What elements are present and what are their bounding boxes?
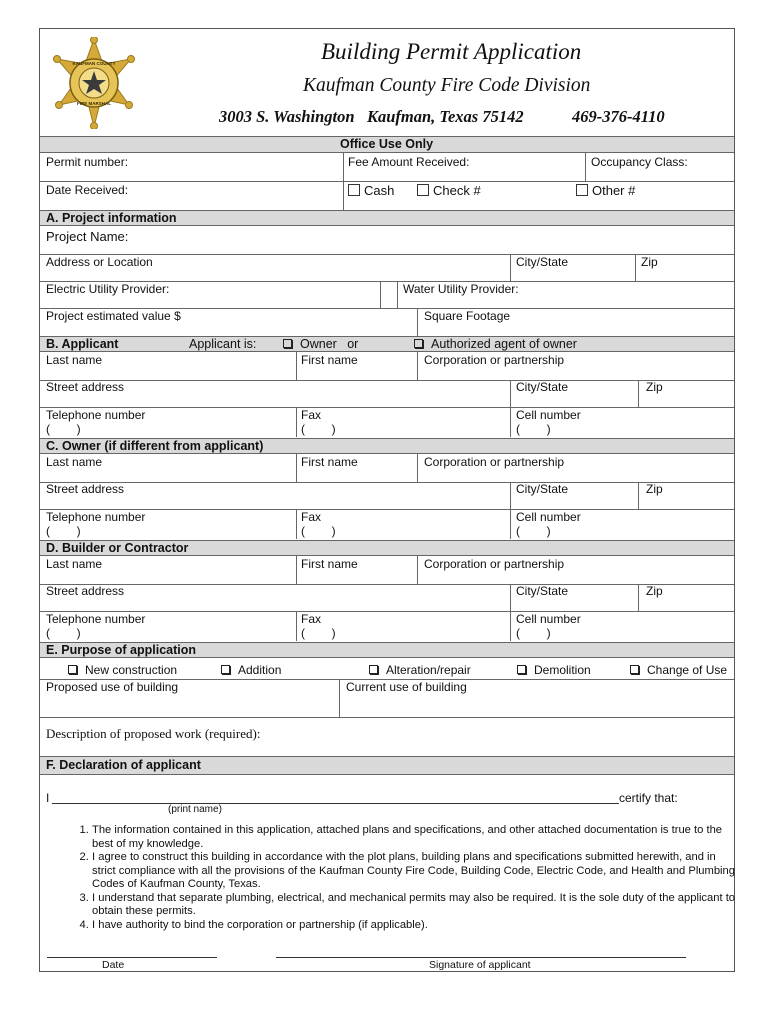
alteration-checkbox[interactable] [369,665,378,674]
print-name-line[interactable] [52,803,619,804]
fire-marshal-badge [52,37,136,129]
demolition-option[interactable]: Demolition [517,663,591,677]
applicant-last-name[interactable]: Last name [46,353,103,367]
office-phone: 469-376-4110 [572,107,665,126]
applicant-fax[interactable]: Fax ( ) [301,408,336,436]
page-subtitle: Kaufman County Fire Code Division [303,75,591,96]
proposed-use-label[interactable]: Proposed use of building [46,680,179,694]
section-a-title: A. Project information [46,211,177,225]
check-checkbox[interactable] [417,184,429,196]
cash-option[interactable] [348,183,394,198]
applicant-cell[interactable]: Cell number ( ) [516,408,581,436]
owner-zip[interactable]: Zip [646,482,663,496]
zip-label-a[interactable]: Zip [641,255,658,269]
new-construction-option[interactable]: New construction [68,663,177,677]
city-state-label-a[interactable]: City/State [516,255,569,269]
declaration-item: 4. I have authority to bind the corporation or partnership (if applicable). [92,919,742,933]
applicant-city-state[interactable]: City/State [516,380,569,394]
signature-caption: Signature of applicant [429,959,531,971]
water-provider-label[interactable]: Water Utility Provider: [403,282,519,296]
new-construction-checkbox[interactable] [68,665,77,674]
section-a-header [40,210,734,226]
declaration-i: I [46,791,50,805]
builder-street[interactable]: Street address [46,584,125,598]
check-option[interactable] [417,183,481,198]
builder-first-name[interactable]: First name [301,557,358,571]
date-received-label: Date Received: [46,183,129,197]
electric-provider-label[interactable]: Electric Utility Provider: [46,282,170,296]
declaration-item: 3. I understand that separate plumbing, electrical, and mechanical permits may also be required. It is the sole duty of the applicant to obtain these permits. [92,892,742,919]
project-name-label[interactable]: Project Name: [46,229,129,244]
applicant-corporation[interactable]: Corporation or partnership [424,353,565,367]
owner-or-label: Owner or [300,337,359,351]
signature-line[interactable] [276,957,686,958]
description-label[interactable]: Description of proposed work (required): [46,726,261,741]
cash-label: Cash [364,183,395,198]
builder-city-state[interactable]: City/State [516,584,569,598]
section-f-title: F. Declaration of applicant [46,758,201,772]
section-c-title: C. Owner (if different from applicant) [46,439,264,453]
owner-first-name[interactable]: First name [301,455,358,469]
alteration-option[interactable]: Alteration/repair [369,663,471,677]
other-checkbox[interactable] [576,184,588,196]
owner-street[interactable]: Street address [46,482,125,496]
section-d-title: D. Builder or Contractor [46,541,189,555]
permit-form [39,28,735,972]
owner-fax[interactable]: Fax ( ) [301,510,336,538]
change-of-use-checkbox[interactable] [630,665,639,674]
declaration-item: 2. I agree to construct this building in accordance with the plot plans, building plans and specifications submitted herewith, and in strict compliance with all the provisions of the Kaufman County Fire Code, Building Code, Electric Code, and Health and Plumbing Codes of Kaufman County, Texas. [92,851,742,892]
current-use-label[interactable]: Current use of building [346,680,467,694]
section-f-header [40,756,734,775]
owner-corporation[interactable]: Corporation or partnership [424,455,565,469]
owner-telephone[interactable]: Telephone number ( ) [46,510,146,538]
page-title: Building Permit Application [321,39,582,64]
applicant-telephone[interactable]: Telephone number ( ) [46,408,146,436]
builder-zip[interactable]: Zip [646,584,663,598]
change-of-use-option[interactable]: Change of Use [630,663,727,677]
office-use-header [40,136,734,153]
square-footage-label[interactable]: Square Footage [424,309,511,323]
builder-last-name[interactable]: Last name [46,557,103,571]
address-location-label[interactable]: Address or Location [46,255,153,269]
check-label: Check # [433,183,481,198]
section-c-header [40,438,734,454]
other-label: Other # [592,183,636,198]
owner-city-state[interactable]: City/State [516,482,569,496]
applicant-first-name[interactable]: First name [301,353,358,367]
applicant-zip[interactable]: Zip [646,380,663,394]
date-caption: Date [102,959,125,971]
addition-checkbox[interactable] [221,665,230,674]
print-name-caption: (print name) [168,804,222,815]
demolition-checkbox[interactable] [517,665,526,674]
office-address: 3003 S. Washington Kaufman, Texas 75142 [219,107,524,126]
owner-last-name[interactable]: Last name [46,455,103,469]
authorized-agent-checkbox[interactable] [414,339,423,348]
applicant-street[interactable]: Street address [46,380,125,394]
authorized-agent-label: Authorized agent of owner [431,337,577,351]
office-use-title: Office Use Only [340,137,434,151]
declaration-item: 1. The information contained in this application, attached plans and specifications, and other attached documentation is true to the best of my knowledge. [92,824,742,851]
authorized-agent-option[interactable] [414,337,577,351]
owner-option[interactable] [283,337,358,351]
section-b-header [40,336,734,352]
date-line[interactable] [47,957,217,958]
occupancy-class-label: Occupancy Class: [591,155,688,169]
builder-telephone[interactable]: Telephone number ( ) [46,612,146,640]
section-e-header [40,642,734,658]
declaration-list [70,824,742,932]
project-value-label[interactable]: Project estimated value $ [46,309,181,323]
badge-top-text: KAUFMAN COUNTY [72,61,116,66]
cash-checkbox[interactable] [348,184,360,196]
builder-corporation[interactable]: Corporation or partnership [424,557,565,571]
section-b-title: B. Applicant [46,337,119,351]
fee-amount-label: Fee Amount Received: [348,155,470,169]
builder-fax[interactable]: Fax ( ) [301,612,336,640]
certify-label: certify that: [619,791,678,805]
applicant-is-label: Applicant is: [189,337,257,351]
addition-option[interactable]: Addition [221,663,281,677]
badge-bottom-text: FIRE MARSHAL [77,101,111,106]
permit-number-label: Permit number: [46,155,129,169]
owner-cell[interactable]: Cell number ( ) [516,510,581,538]
section-e-title: E. Purpose of application [46,643,197,657]
section-d-header [40,540,734,556]
owner-checkbox[interactable] [283,339,292,348]
other-option[interactable] [576,183,635,198]
builder-cell[interactable]: Cell number ( ) [516,612,581,640]
